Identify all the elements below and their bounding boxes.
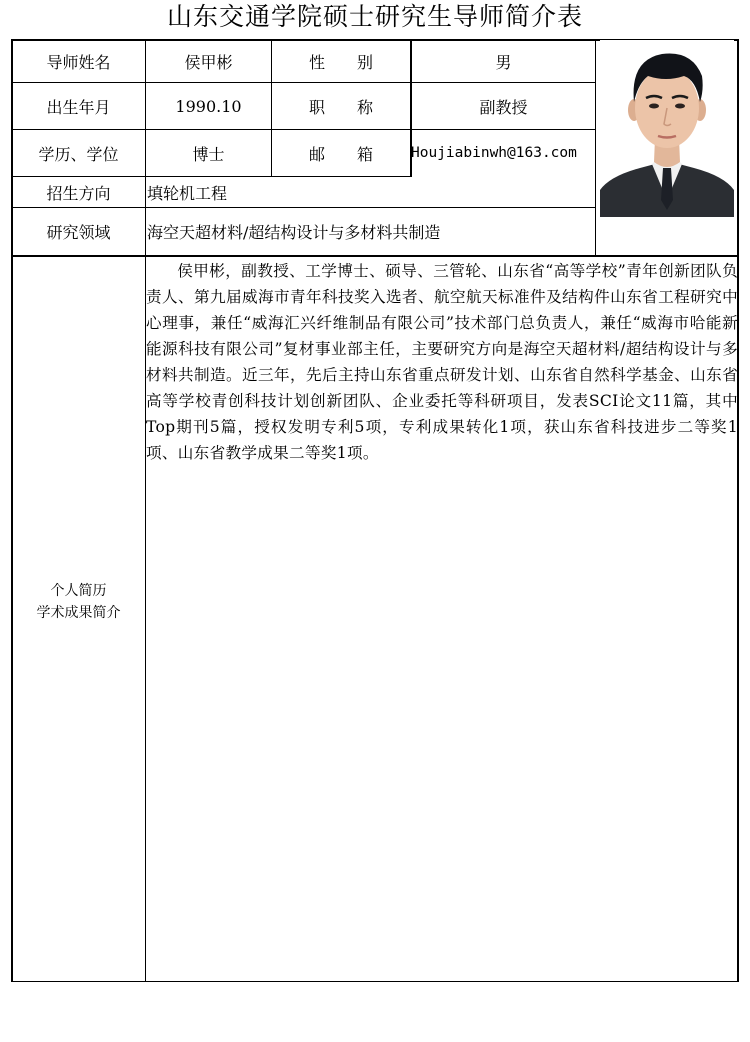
label-research: 研究领域 (46, 223, 111, 242)
value-email: Houjiabinwh@163.com (411, 145, 577, 161)
label-bio (12, 580, 145, 624)
label-birth: 出生年月 (46, 97, 111, 117)
label-title: 职 称 (308, 97, 373, 117)
value-gender: 男 (495, 53, 512, 72)
label-degree: 学历、学位 (38, 144, 119, 164)
value-direction: 填轮机工程 (147, 183, 228, 203)
value-degree: 博士 (192, 144, 225, 164)
label-name: 导师姓名 (46, 53, 111, 72)
value-research: 海空天超材料/超结构设计与多材料共制造 (147, 223, 441, 242)
value-birth: 1990.10 (175, 96, 242, 116)
label-bio-line2: 学术成果简介 (36, 605, 121, 621)
value-title: 副教授 (479, 97, 528, 117)
label-bio-line1: 个人简历 (50, 583, 107, 599)
page-title: 山东交通学院硕士研究生导师简介表 (166, 2, 583, 31)
value-name: 侯甲彬 (184, 53, 233, 72)
label-email: 邮 箱 (308, 144, 373, 164)
label-direction: 招生方向 (46, 183, 111, 203)
portrait-photo (600, 40, 734, 217)
bio-paragraph: 侯甲彬，副教授、工学博士、硕导、三管轮、山东省“高等学校”青年创新团队负责人、第九届威海市青年科技奖入选者、航空航天标准件及结构件山东省工程研究中心理事，兼任“威海汇兴纤维制品有限公司”技术部门总负责人，兼任“威海市哈能新能源科技有限公司”复材事业部主任，主要研究方向是海空天超材料/超结构设计与多材料共制造。近三年，先后主持山东省重点研发计划、山东省自然科学基金、山东省高等学校青创科技计划创新团队、企业委托等科研项目，发表SCI论文11篇，其中Top期刊5篇，授权发明专利5项，专利成果转化1项，获山东省科技进步二等奖1项、山东省教学成果二等奖1项。 (146, 262, 738, 462)
label-gender: 性 别 (308, 53, 373, 72)
